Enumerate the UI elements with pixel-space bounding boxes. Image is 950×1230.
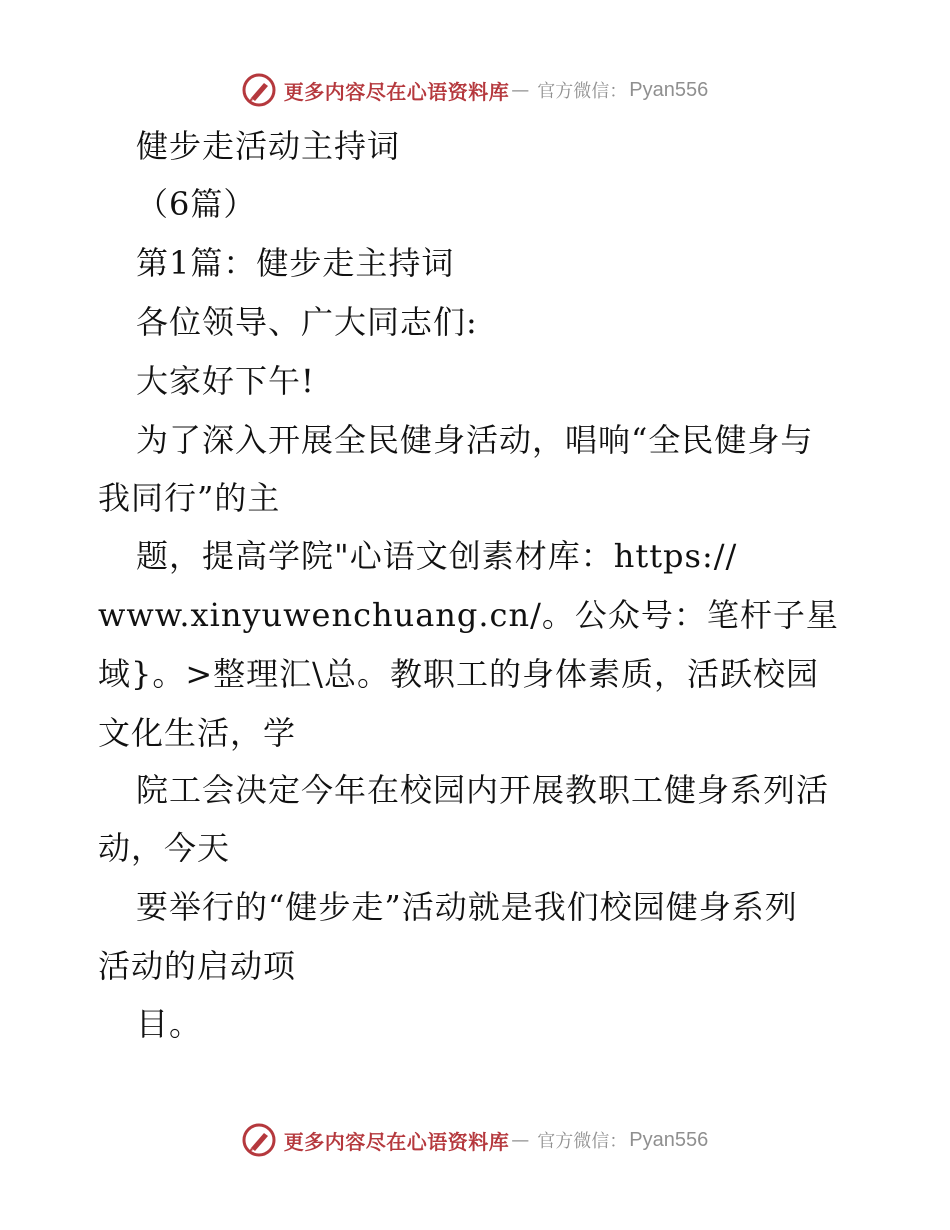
document-title: 健步走活动主持词 (136, 127, 401, 165)
banner-wechat-id: Pyan556 (629, 78, 709, 101)
paragraph-line: 要举行的“健步走”活动就是我们校园健身系列 (136, 888, 798, 926)
banner-separator: — (511, 1129, 530, 1151)
paragraph-line: 我同行”的主 (98, 479, 281, 517)
header-banner (0, 70, 950, 110)
footer-banner (0, 1120, 950, 1160)
paragraph-line: 文化生活，学 (98, 714, 297, 752)
pen-logo-icon (242, 1123, 276, 1157)
banner-wechat-label: 官方微信： (537, 1131, 628, 1152)
document-count: （6篇） (136, 185, 257, 223)
banner-main-text: 更多内容尽在心语资料库 (283, 1129, 510, 1154)
banner-main-text: 更多内容尽在心语资料库 (283, 79, 510, 104)
section-heading: 第1篇：健步走主持词 (136, 244, 455, 282)
paragraph-line: www.xinyuwenchuang.cn/。公众号：笔杆子星 (98, 596, 839, 634)
banner-separator: — (511, 79, 530, 101)
pen-logo-icon (242, 73, 276, 107)
banner-wechat-label: 官方微信： (537, 81, 628, 102)
paragraph-line: 院工会决定今年在校园内开展教职工健身系列活 (136, 771, 830, 809)
paragraph-line: 为了深入开展全民健身活动，唱响“全民健身与 (136, 421, 814, 459)
paragraph-line: 活动的启动项 (98, 947, 297, 985)
banner-wechat-id: Pyan556 (629, 1128, 709, 1151)
paragraph-line: 域}。>整理汇\总。教职工的身体素质，活跃校园 (98, 655, 819, 693)
paragraph-line: 动，今天 (98, 829, 231, 867)
greeting: 大家好下午! (136, 362, 315, 400)
paragraph-line: 题，提高学院"心语文创素材库：https:// (136, 537, 738, 575)
salutation: 各位领导、广大同志们: (136, 303, 478, 341)
paragraph-line: 目。 (136, 1005, 203, 1043)
